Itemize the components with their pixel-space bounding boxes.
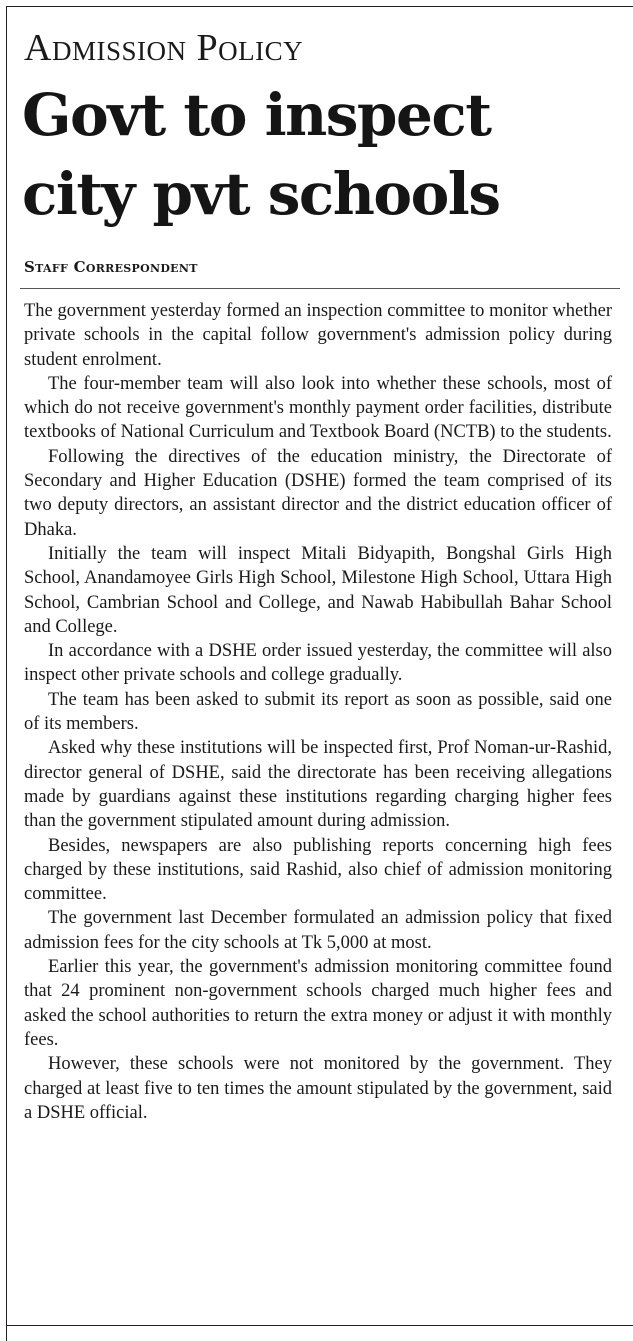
headline	[22, 76, 499, 234]
byline: Staff Correspondent	[24, 258, 198, 276]
paragraph: Initially the team will inspect Mitali Bidyapith, Bongshal Girls High School, Anandamoyee Girls High School, Milestone High School, Uttara High School, Cambrian School and College, and Nawab Habibullah Bahar School and College.	[24, 543, 612, 637]
article-body	[24, 299, 612, 1125]
paragraph: Asked why these institutions will be inspected first, Prof Noman-ur-Rashid, director general of DSHE, said the directorate has been receiving allegations made by guardians against these institutions regarding charging higher fees than the government stipulated amount during admission.	[24, 738, 612, 832]
headline-line-1: Govt to inspect	[22, 81, 491, 149]
headline-line-2: city pvt schools	[22, 160, 500, 228]
paragraph: The four-member team will also look into whether these schools, most of which do not receive government's monthly payment order facilities, distribute textbooks of National Curriculum and Textbook Board (NCTB) to the students.	[24, 373, 612, 443]
section-kicker: Admission Policy	[24, 27, 304, 69]
paragraph: Earlier this year, the government's admission monitoring committee found that 24 prominent non-government schools charged much higher fees and asked the school authorities to return the extra money or adjust it with monthly fees.	[24, 957, 612, 1050]
paragraph: The team has been asked to submit its report as soon as possible, said one of its members.	[24, 689, 612, 735]
paragraph: The government yesterday formed an inspection committee to monitor whether private schools in the capital follow government's admission policy during student enrolment.	[24, 301, 612, 370]
paragraph: In accordance with a DSHE order issued yesterday, the committee will also inspect other private schools and college gradually.	[24, 641, 612, 686]
bottom-border-rule	[6, 1325, 633, 1326]
paragraph: Following the directives of the education ministry, the Directorate of Secondary and Higher Education (DSHE) formed the team comprised of its two deputy directors, an assistant director and the district education officer of Dhaka.	[24, 446, 612, 540]
paragraph: The government last December formulated an admission policy that fixed admission fees for the city schools at Tk 5,000 at most.	[24, 908, 612, 953]
top-border-rule	[6, 6, 633, 7]
paragraph: However, these schools were not monitored by the government. They charged at least five to ten times the amount stipulated by the government, said a DSHE official.	[24, 1054, 612, 1123]
byline-divider	[20, 288, 620, 289]
paragraph: Besides, newspapers are also publishing reports concerning high fees charged by these institutions, said Rashid, also chief of admission monitoring committee.	[24, 835, 612, 905]
left-border-rule	[6, 6, 7, 1341]
